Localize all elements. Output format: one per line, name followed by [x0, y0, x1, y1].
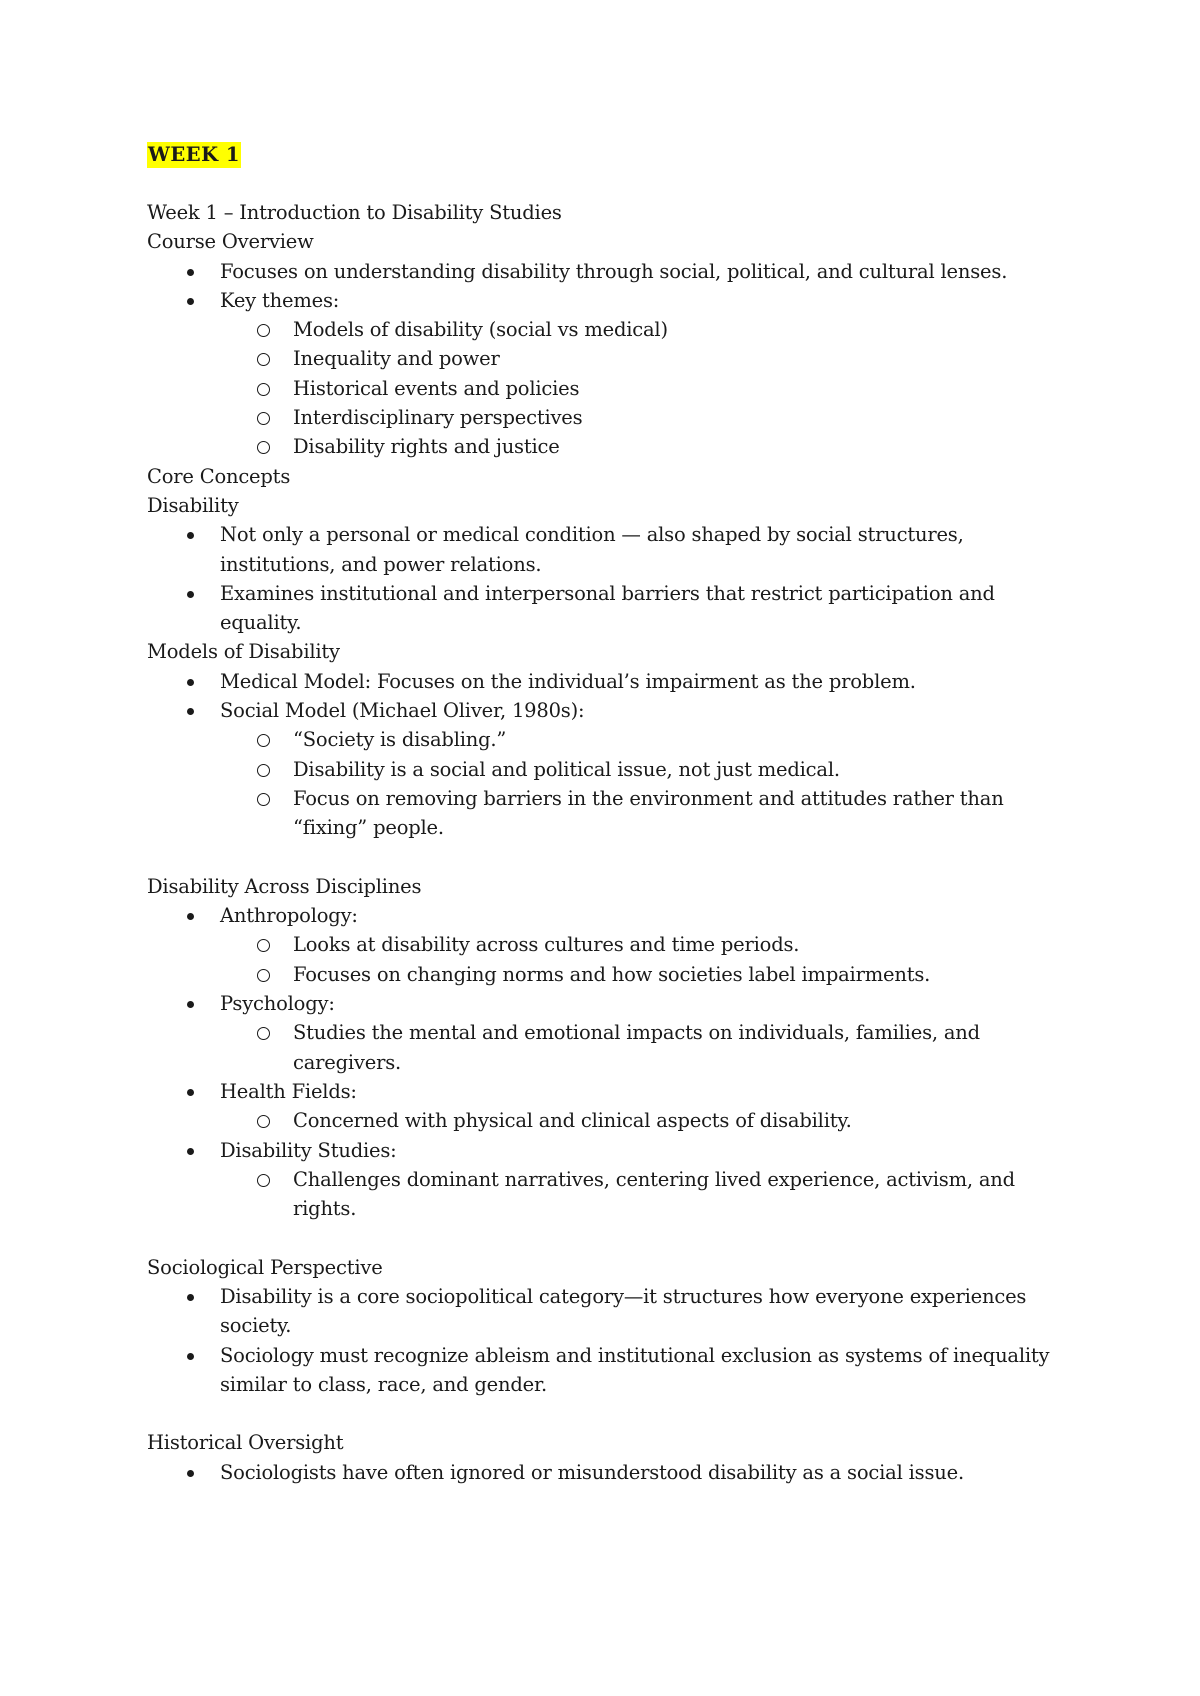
- psychology-points: [220, 1018, 1077, 1077]
- list-item: Historical events and policies: [220, 374, 1077, 403]
- list-item: [147, 1077, 1077, 1136]
- list-item: [147, 901, 1077, 989]
- list-item: Examines institutional and interpersonal barriers that restrict participation and equality.: [147, 579, 1077, 638]
- list-item: Focuses on understanding disability through social, political, and cultural lenses.: [147, 257, 1077, 286]
- models-list: [147, 667, 1077, 843]
- sociological-heading: Sociological Perspective: [147, 1255, 383, 1279]
- list-item: Focuses on changing norms and how societies label impairments.: [220, 960, 1077, 989]
- disciplines-list: [147, 901, 1077, 1223]
- list-item: Challenges dominant narratives, centering lived experience, activism, and rights.: [220, 1165, 1077, 1224]
- list-item: Focus on removing barriers in the environment and attitudes rather than “fixing” people.: [220, 784, 1077, 843]
- social-model-points: [220, 725, 1077, 842]
- list-item: Sociologists have often ignored or misunderstood disability as a social issue.: [147, 1458, 1077, 1487]
- week-heading: Week 1 – Introduction to Disability Studies: [147, 201, 562, 224]
- list-item: Disability is a social and political issue, not just medical.: [220, 755, 1077, 784]
- spacer: [147, 1399, 1077, 1428]
- core-concepts-heading: Core Concepts: [147, 464, 291, 488]
- disciplines-heading: Disability Across Disciplines: [147, 874, 422, 898]
- course-overview-heading: Course Overview: [147, 230, 314, 254]
- social-model-label: Social Model (Michael Oliver, 1980s):: [220, 699, 585, 723]
- sociological-list: [147, 1282, 1077, 1399]
- core-concepts-list: [147, 520, 1077, 637]
- list-item: [147, 1136, 1077, 1224]
- disability-studies-label: Disability Studies:: [220, 1138, 397, 1162]
- course-overview-list: [147, 257, 1077, 462]
- list-item: Disability rights and justice: [220, 432, 1077, 461]
- models-heading: Models of Disability: [147, 640, 340, 664]
- list-item: Studies the mental and emotional impacts on individuals, families, and caregivers.: [220, 1018, 1077, 1077]
- list-item: Not only a personal or medical condition — also shaped by social structures, institutions, and power relations.: [147, 520, 1077, 579]
- list-item: Models of disability (social vs medical): [220, 315, 1077, 344]
- list-item: Concerned with physical and clinical aspects of disability.: [220, 1106, 1077, 1135]
- list-item: Interdisciplinary perspectives: [220, 403, 1077, 432]
- list-item: [147, 989, 1077, 1077]
- spacer: [147, 1223, 1077, 1252]
- week-title-highlight: WEEK 1: [148, 143, 240, 166]
- anthropology-label: Anthropology:: [220, 904, 358, 928]
- key-themes-list: [220, 315, 1077, 461]
- psychology-label: Psychology:: [220, 992, 335, 1016]
- list-item: Disability is a core sociopolitical category—it structures how everyone experiences society.: [147, 1282, 1077, 1341]
- health-fields-label: Health Fields:: [220, 1079, 357, 1103]
- historical-heading: Historical Oversight: [147, 1431, 344, 1455]
- list-item: Looks at disability across cultures and time periods.: [220, 930, 1077, 959]
- spacer: [147, 843, 1077, 872]
- key-themes-label: Key themes:: [220, 288, 340, 312]
- list-item: Inequality and power: [220, 344, 1077, 373]
- list-item: [147, 696, 1077, 842]
- anthropology-points: [220, 930, 1077, 989]
- disability-subheading: Disability: [147, 493, 239, 517]
- list-item: [147, 286, 1077, 462]
- list-item: “Society is disabling.”: [220, 725, 1077, 754]
- health-fields-points: [220, 1106, 1077, 1135]
- document-page: [147, 140, 1077, 1487]
- disability-studies-points: [220, 1165, 1077, 1224]
- list-item: Sociology must recognize ableism and institutional exclusion as systems of inequality similar to class, race, and gender.: [147, 1341, 1077, 1400]
- list-item: Medical Model: Focuses on the individual’s impairment as the problem.: [147, 667, 1077, 696]
- historical-list: [147, 1458, 1077, 1487]
